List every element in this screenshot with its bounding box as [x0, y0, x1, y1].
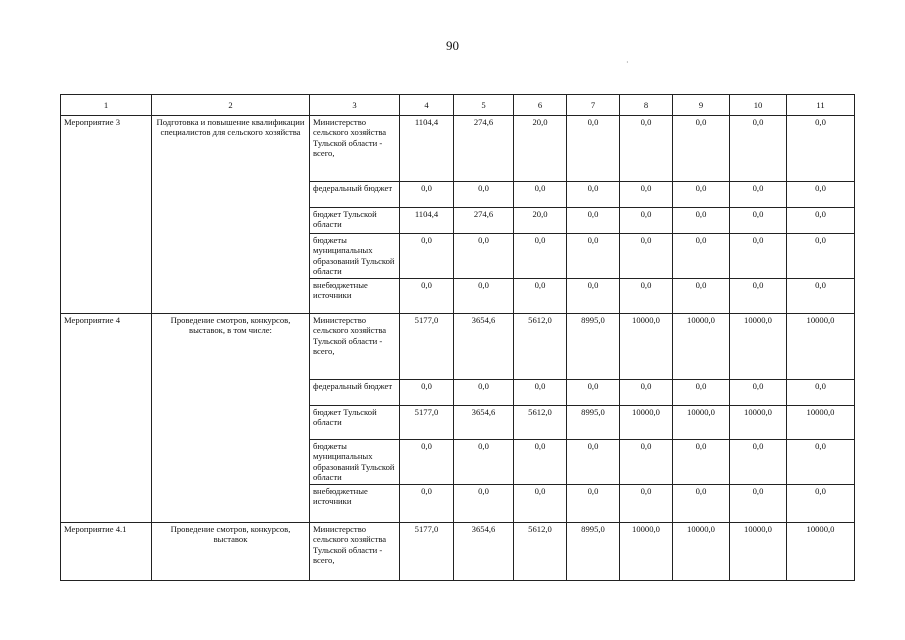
- amount-cell: 0,0: [400, 234, 454, 279]
- amount-cell: 0,0: [620, 182, 673, 208]
- funding-source: Министерство сельского хозяйства Тульской области - всего,: [310, 523, 400, 581]
- amount-cell: 0,0: [620, 234, 673, 279]
- funding-source: Министерство сельского хозяйства Тульской области - всего,: [310, 314, 400, 380]
- amount-cell: 10000,0: [620, 523, 673, 581]
- amount-cell: 0,0: [514, 234, 567, 279]
- amount-cell: 0,0: [514, 440, 567, 485]
- amount-cell: 0,0: [730, 116, 787, 182]
- event-name: Проведение смотров, конкурсов, выставок: [152, 523, 310, 581]
- amount-cell: 0,0: [673, 116, 730, 182]
- amount-cell: 10000,0: [673, 523, 730, 581]
- amount-cell: 0,0: [454, 485, 514, 523]
- amount-cell: 5177,0: [400, 406, 454, 440]
- amount-cell: 5612,0: [514, 406, 567, 440]
- amount-cell: 10000,0: [620, 314, 673, 380]
- amount-cell: 0,0: [673, 440, 730, 485]
- funding-source: федеральный бюджет: [310, 182, 400, 208]
- amount-cell: 0,0: [400, 279, 454, 314]
- funding-source: внебюджетные источники: [310, 485, 400, 523]
- column-header: 4: [400, 95, 454, 116]
- column-numbers-row: [61, 95, 855, 116]
- amount-cell: 10000,0: [673, 406, 730, 440]
- amount-cell: 0,0: [567, 182, 620, 208]
- amount-cell: 0,0: [620, 116, 673, 182]
- amount-cell: 0,0: [620, 380, 673, 406]
- amount-cell: 5612,0: [514, 523, 567, 581]
- amount-cell: 0,0: [567, 485, 620, 523]
- table-row: [61, 314, 855, 380]
- amount-cell: 0,0: [514, 380, 567, 406]
- amount-cell: 0,0: [620, 279, 673, 314]
- funding-source: внебюджетные источники: [310, 279, 400, 314]
- amount-cell: 0,0: [730, 380, 787, 406]
- amount-cell: 10000,0: [730, 314, 787, 380]
- funding-source: Министерство сельского хозяйства Тульской области - всего,: [310, 116, 400, 182]
- event-name: Проведение смотров, конкурсов, выставок, в том числе:: [152, 314, 310, 523]
- amount-cell: 0,0: [454, 279, 514, 314]
- column-header: 1: [61, 95, 152, 116]
- event-code: Мероприятие 3: [61, 116, 152, 314]
- amount-cell: 0,0: [730, 182, 787, 208]
- table-row: [61, 116, 855, 182]
- funding-source: бюджет Тульской области: [310, 208, 400, 234]
- column-header: 8: [620, 95, 673, 116]
- column-header: 10: [730, 95, 787, 116]
- amount-cell: 5177,0: [400, 314, 454, 380]
- amount-cell: 20,0: [514, 116, 567, 182]
- event-code: Мероприятие 4: [61, 314, 152, 523]
- amount-cell: 0,0: [620, 208, 673, 234]
- amount-cell: 0,0: [787, 182, 855, 208]
- amount-cell: 3654,6: [454, 406, 514, 440]
- amount-cell: 0,0: [673, 279, 730, 314]
- amount-cell: 8995,0: [567, 406, 620, 440]
- amount-cell: 0,0: [787, 440, 855, 485]
- amount-cell: 0,0: [673, 485, 730, 523]
- amount-cell: 0,0: [730, 208, 787, 234]
- amount-cell: 10000,0: [620, 406, 673, 440]
- amount-cell: 0,0: [400, 182, 454, 208]
- amount-cell: 0,0: [454, 182, 514, 208]
- amount-cell: 274,6: [454, 116, 514, 182]
- budget-table: [60, 94, 855, 581]
- amount-cell: 1104,4: [400, 208, 454, 234]
- amount-cell: 1104,4: [400, 116, 454, 182]
- amount-cell: 0,0: [620, 440, 673, 485]
- amount-cell: 0,0: [400, 440, 454, 485]
- amount-cell: 3654,6: [454, 523, 514, 581]
- page-number: 90: [446, 38, 459, 53]
- amount-cell: 0,0: [730, 279, 787, 314]
- amount-cell: 0,0: [673, 380, 730, 406]
- column-header: 3: [310, 95, 400, 116]
- amount-cell: 0,0: [567, 234, 620, 279]
- amount-cell: 0,0: [454, 234, 514, 279]
- amount-cell: 0,0: [673, 234, 730, 279]
- amount-cell: 0,0: [514, 485, 567, 523]
- amount-cell: 0,0: [567, 440, 620, 485]
- amount-cell: 0,0: [454, 440, 514, 485]
- event-name: Подготовка и повышение квалификации специалистов для сельского хозяйства: [152, 116, 310, 314]
- amount-cell: 0,0: [620, 485, 673, 523]
- amount-cell: 10000,0: [730, 523, 787, 581]
- amount-cell: 10000,0: [787, 523, 855, 581]
- amount-cell: 274,6: [454, 208, 514, 234]
- amount-cell: 0,0: [567, 279, 620, 314]
- amount-cell: 0,0: [454, 380, 514, 406]
- funding-source: федеральный бюджет: [310, 380, 400, 406]
- amount-cell: 8995,0: [567, 314, 620, 380]
- amount-cell: 0,0: [567, 116, 620, 182]
- amount-cell: 0,0: [787, 279, 855, 314]
- amount-cell: 0,0: [787, 208, 855, 234]
- amount-cell: 0,0: [567, 208, 620, 234]
- column-header: 7: [567, 95, 620, 116]
- funding-source: бюджеты муниципальных образований Тульской области: [310, 234, 400, 279]
- amount-cell: 0,0: [400, 485, 454, 523]
- amount-cell: 10000,0: [673, 314, 730, 380]
- table-row: [61, 523, 855, 581]
- amount-cell: 0,0: [400, 380, 454, 406]
- amount-cell: 0,0: [730, 234, 787, 279]
- amount-cell: 20,0: [514, 208, 567, 234]
- amount-cell: 0,0: [673, 208, 730, 234]
- amount-cell: 0,0: [567, 380, 620, 406]
- scan-speck: ·: [626, 58, 629, 67]
- amount-cell: 0,0: [787, 234, 855, 279]
- amount-cell: 0,0: [514, 182, 567, 208]
- amount-cell: 0,0: [787, 380, 855, 406]
- amount-cell: 3654,6: [454, 314, 514, 380]
- column-header: 9: [673, 95, 730, 116]
- amount-cell: 0,0: [730, 440, 787, 485]
- funding-source: бюджет Тульской области: [310, 406, 400, 440]
- amount-cell: 0,0: [673, 182, 730, 208]
- amount-cell: 0,0: [730, 485, 787, 523]
- amount-cell: 5177,0: [400, 523, 454, 581]
- column-header: 11: [787, 95, 855, 116]
- amount-cell: 8995,0: [567, 523, 620, 581]
- amount-cell: 10000,0: [787, 314, 855, 380]
- amount-cell: 10000,0: [787, 406, 855, 440]
- amount-cell: 0,0: [787, 116, 855, 182]
- amount-cell: 0,0: [787, 485, 855, 523]
- column-header: 5: [454, 95, 514, 116]
- funding-source: бюджеты муниципальных образований Тульской области: [310, 440, 400, 485]
- amount-cell: 10000,0: [730, 406, 787, 440]
- column-header: 6: [514, 95, 567, 116]
- event-code: Мероприятие 4.1: [61, 523, 152, 581]
- amount-cell: 0,0: [514, 279, 567, 314]
- column-header: 2: [152, 95, 310, 116]
- amount-cell: 5612,0: [514, 314, 567, 380]
